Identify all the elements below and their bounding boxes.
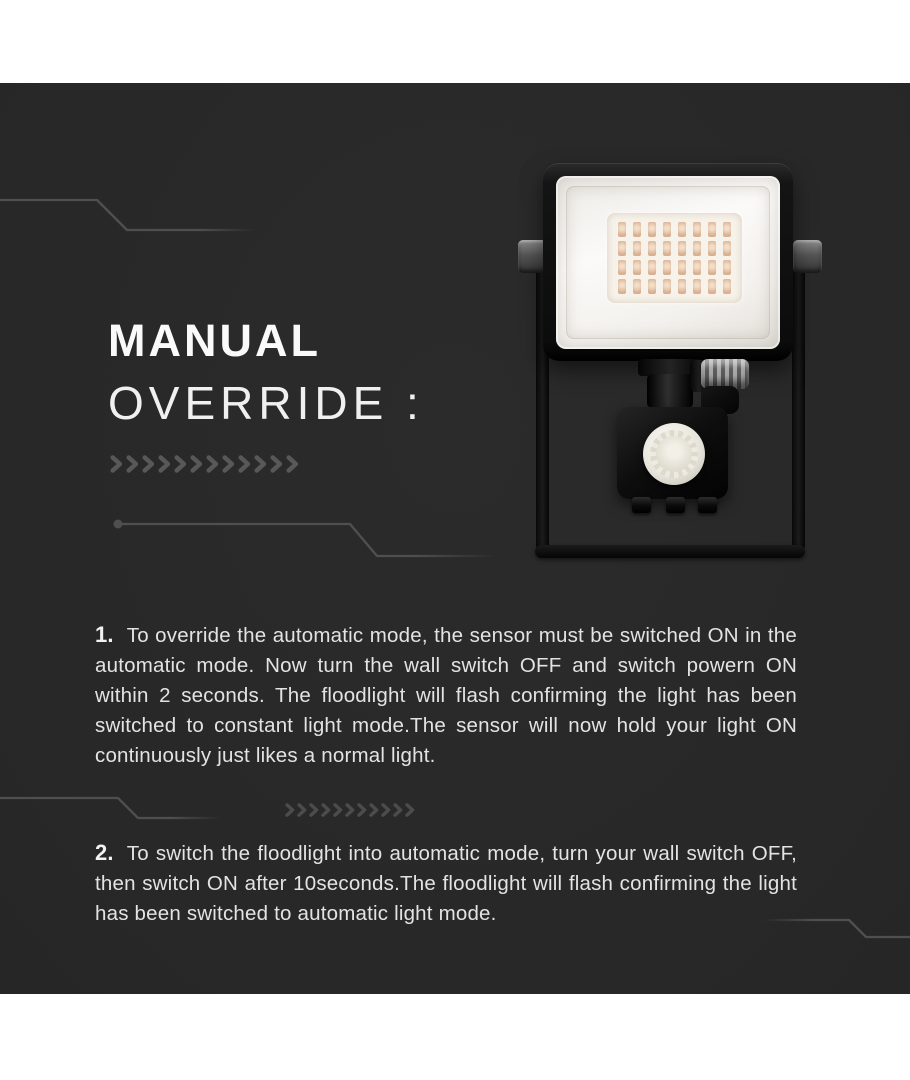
- chevron-icon: [393, 803, 403, 817]
- white-band-top: [0, 0, 910, 83]
- led-chip: [723, 279, 731, 294]
- chevron-icon: [174, 455, 187, 473]
- chevron-icon: [270, 455, 283, 473]
- chevron-icon: [369, 803, 379, 817]
- chevron-icon: [158, 455, 171, 473]
- led-chip: [723, 222, 731, 237]
- chevron-icon: [110, 455, 123, 473]
- chevron-icon: [286, 455, 299, 473]
- instruction-2: [95, 838, 797, 929]
- chevron-icon: [222, 455, 235, 473]
- led-chip: [678, 279, 686, 294]
- instruction-1-text: To override the automatic mode, the sensor must be switched ON in the automatic mode. Now turn the wall switch OFF and switch powern ON within 2 seconds. The floodlight will flash confirming the light has been switched to constant light mode.The sensor will now hold your light ON continuously just likes a normal light.: [95, 624, 797, 767]
- chevron-icon: [381, 803, 391, 817]
- led-chip: [618, 241, 626, 256]
- led-chip: [708, 222, 716, 237]
- led-panel: [607, 213, 742, 303]
- led-chip: [663, 222, 671, 237]
- led-chip: [723, 260, 731, 275]
- led-chip: [678, 260, 686, 275]
- sensor-adjuster-knob: [698, 497, 717, 513]
- led-chip: [663, 260, 671, 275]
- poster-canvas: [0, 83, 910, 994]
- led-chip: [693, 241, 701, 256]
- led-chip: [663, 279, 671, 294]
- white-band-bottom: [0, 994, 910, 1080]
- led-chip: [633, 260, 641, 275]
- chevron-icon: [190, 455, 203, 473]
- led-chip: [693, 222, 701, 237]
- chevron-icon: [357, 803, 367, 817]
- led-chip: [663, 241, 671, 256]
- title-line-manual: MANUAL: [108, 315, 321, 366]
- chevron-icon: [126, 455, 139, 473]
- chevron-icon: [285, 803, 295, 817]
- chevron-icon: [309, 803, 319, 817]
- led-chip: [618, 222, 626, 237]
- led-chip: [708, 279, 716, 294]
- led-chip: [693, 260, 701, 275]
- led-chip: [648, 222, 656, 237]
- chevron-icon: [345, 803, 355, 817]
- chevron-icon: [333, 803, 343, 817]
- led-chip: [708, 260, 716, 275]
- chevron-icon: [405, 803, 415, 817]
- chevron-icon: [321, 803, 331, 817]
- chevron-row-1: [110, 455, 299, 473]
- sensor-adjuster-knob: [632, 497, 651, 513]
- instruction-2-number: 2.: [95, 840, 114, 865]
- pir-dome-core: [656, 436, 692, 472]
- led-chip: [723, 241, 731, 256]
- led-chip: [648, 241, 656, 256]
- bracket-arm-right: [792, 255, 805, 551]
- page-title: [108, 315, 424, 429]
- pir-sensor-box: [617, 407, 728, 499]
- mounting-neck: [647, 374, 693, 408]
- instruction-1-number: 1.: [95, 622, 114, 647]
- led-chip: [618, 279, 626, 294]
- cable-gland: [701, 359, 749, 389]
- instruction-1: [95, 620, 797, 771]
- instruction-2-text: To switch the floodlight into automatic mode, turn your wall switch OFF, then switch ON after 10seconds.The floodlight will flash confirming the light has been switched to automatic light mode.: [95, 842, 797, 925]
- led-chip: [633, 241, 641, 256]
- led-chip: [633, 279, 641, 294]
- mounting-bracket-bar: [535, 545, 805, 558]
- led-chip: [678, 222, 686, 237]
- led-chip: [633, 222, 641, 237]
- led-chip: [678, 241, 686, 256]
- led-chip: [708, 241, 716, 256]
- led-chip: [693, 279, 701, 294]
- sensor-adjuster-knob: [666, 497, 685, 513]
- pir-sensor-dome: [643, 423, 705, 485]
- chevron-icon: [254, 455, 267, 473]
- chevron-icon: [297, 803, 307, 817]
- product-image-floodlight: [515, 160, 827, 562]
- chevron-icon: [238, 455, 251, 473]
- title-line-override: OVERRIDE :: [108, 377, 424, 429]
- chevron-row-2: [285, 803, 415, 817]
- led-chip: [618, 260, 626, 275]
- chevron-icon: [206, 455, 219, 473]
- chevron-icon: [142, 455, 155, 473]
- led-chip: [648, 279, 656, 294]
- led-chip: [648, 260, 656, 275]
- bracket-bolt-right: [793, 240, 822, 273]
